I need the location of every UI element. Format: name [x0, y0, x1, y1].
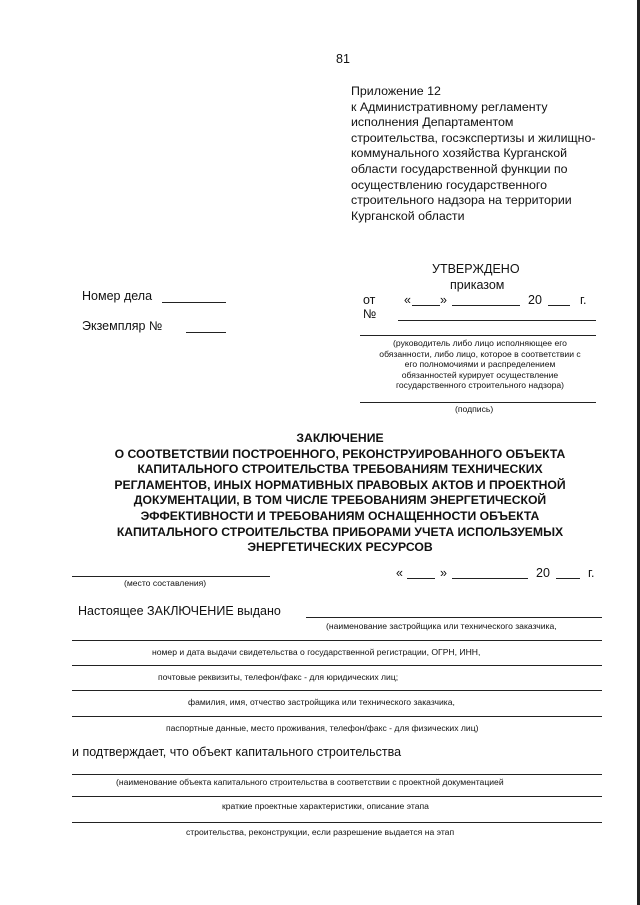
copy-number-line — [186, 332, 226, 333]
signature-line — [360, 402, 596, 403]
object-line-2 — [72, 796, 602, 797]
title-line: КАПИТАЛЬНОГО СТРОИТЕЛЬСТВА ТРЕБОВАНИЯМ ТЕХНИЧЕСКИХ — [137, 462, 543, 477]
object-caption-3: строительства, реконструкции, если разрешение выдается на этап — [186, 827, 455, 837]
place-year-line — [556, 578, 580, 579]
appendix-line: строительства, госэкспертизы и жилищно- — [351, 130, 596, 145]
approval-from-label: от — [363, 293, 376, 307]
approved-by-order: приказом — [450, 278, 505, 292]
developer-caption-5: паспортные данные, место проживания, телефон/факс - для физических лиц) — [166, 723, 479, 733]
place-quote-open: « — [396, 566, 403, 580]
appendix-block — [351, 84, 596, 224]
approved-heading: УТВЕРЖДЕНО — [432, 262, 520, 276]
developer-line-4 — [72, 690, 602, 691]
object-caption-2: краткие проектные характеристики, описание этапа — [222, 801, 429, 811]
caption-line: государственного строительного надзора) — [395, 380, 565, 391]
title-line: ЗАКЛЮЧЕНИЕ — [296, 431, 384, 445]
approval-number-line — [398, 320, 596, 321]
appendix-line: строительного надзора на территории — [351, 193, 572, 208]
title-line: ЭНЕРГЕТИЧЕСКИХ РЕСУРСОВ — [247, 540, 433, 555]
place-line — [72, 576, 270, 577]
signature-caption: (подпись) — [455, 404, 494, 414]
issued-label: Настоящее ЗАКЛЮЧЕНИЕ выдано — [78, 604, 281, 618]
approval-year-line — [548, 305, 570, 306]
place-year-prefix: 20 — [536, 566, 550, 580]
appendix-line: к Административному регламенту — [351, 99, 548, 114]
developer-line-5 — [72, 716, 602, 717]
approval-quote-open: « — [404, 293, 411, 307]
case-number-label: Номер дела — [82, 289, 153, 303]
title-line: РЕГЛАМЕНТОВ, ИНЫХ НОРМАТИВНЫХ ПРАВОВЫХ АКТОВ И ПРОЕКТНОЙ — [114, 477, 566, 492]
appendix-line: Приложение 12 — [351, 84, 441, 98]
developer-caption-3: почтовые реквизиты, телефон/факс - для юридических лиц; — [158, 672, 399, 682]
conclusion-title — [60, 431, 620, 556]
approval-head-caption — [360, 338, 600, 391]
place-year-suffix: г. — [588, 566, 595, 580]
developer-caption-2: номер и дата выдачи свидетельства о государственной регистрации, ОГРН, ИНН, — [152, 647, 481, 657]
developer-line-3 — [72, 665, 602, 666]
approval-head-line — [360, 335, 596, 336]
page-number: 81 — [336, 52, 350, 66]
copy-number-label: Экземпляр № — [82, 319, 163, 333]
appendix-line: исполнения Департаментом — [351, 115, 514, 130]
issued-line — [306, 617, 602, 618]
approval-year-suffix: г. — [580, 293, 587, 307]
title-line: ДОКУМЕНТАЦИИ, В ТОМ ЧИСЛЕ ТРЕБОВАНИЯМ ЭНЕРГЕТИЧЕСКОЙ — [133, 493, 547, 508]
approval-year-prefix: 20 — [528, 293, 542, 307]
place-month-line — [452, 578, 528, 579]
approval-quote-close: » — [440, 293, 447, 307]
developer-caption-1: (наименование застройщика или технического заказчика, — [326, 621, 557, 631]
caption-line: обязанностей курирует осуществление — [401, 369, 559, 380]
appendix-line: Курганской области — [351, 208, 465, 223]
place-caption: (место составления) — [124, 578, 207, 588]
approval-month-line — [452, 305, 520, 306]
title-line: ЭФФЕКТИВНОСТИ И ТРЕБОВАНИЯМ ОСНАЩЕННОСТИ ОБЪЕКТА — [140, 508, 540, 523]
case-number-line — [162, 302, 226, 303]
confirms-label: и подтверждает, что объект капитального строительства — [72, 745, 402, 759]
object-caption-1: (наименование объекта капитального строительства в соответствии с проектной документацией — [116, 777, 504, 787]
approval-number-label: № — [363, 307, 377, 321]
place-day-line — [407, 578, 435, 579]
developer-line-2 — [72, 640, 602, 641]
appendix-line: области государственной функции по — [351, 161, 568, 176]
place-quote-close: » — [440, 566, 447, 580]
caption-line: его полномочиями и распределением — [404, 359, 556, 370]
appendix-line: коммунального хозяйства Курганской — [351, 146, 568, 161]
title-line: О СООТВЕТСТВИИ ПОСТРОЕННОГО, РЕКОНСТРУИРОВАННОГО ОБЪЕКТА — [114, 446, 566, 461]
appendix-line: осуществлению государственного — [351, 177, 548, 192]
title-line: КАПИТАЛЬНОГО СТРОИТЕЛЬСТВА ПРИБОРАМИ УЧЕТА ИСПОЛЬЗУЕМЫХ — [116, 524, 564, 539]
caption-line: (руководитель либо лицо исполняющее его — [393, 338, 567, 348]
object-line-1 — [72, 774, 602, 775]
object-line-3 — [72, 822, 602, 823]
approval-day-line — [412, 305, 440, 306]
caption-line: обязанности, либо лицо, которое в соответствии с — [379, 348, 581, 359]
developer-caption-4: фамилия, имя, отчество застройщика или технического заказчика, — [188, 697, 455, 707]
